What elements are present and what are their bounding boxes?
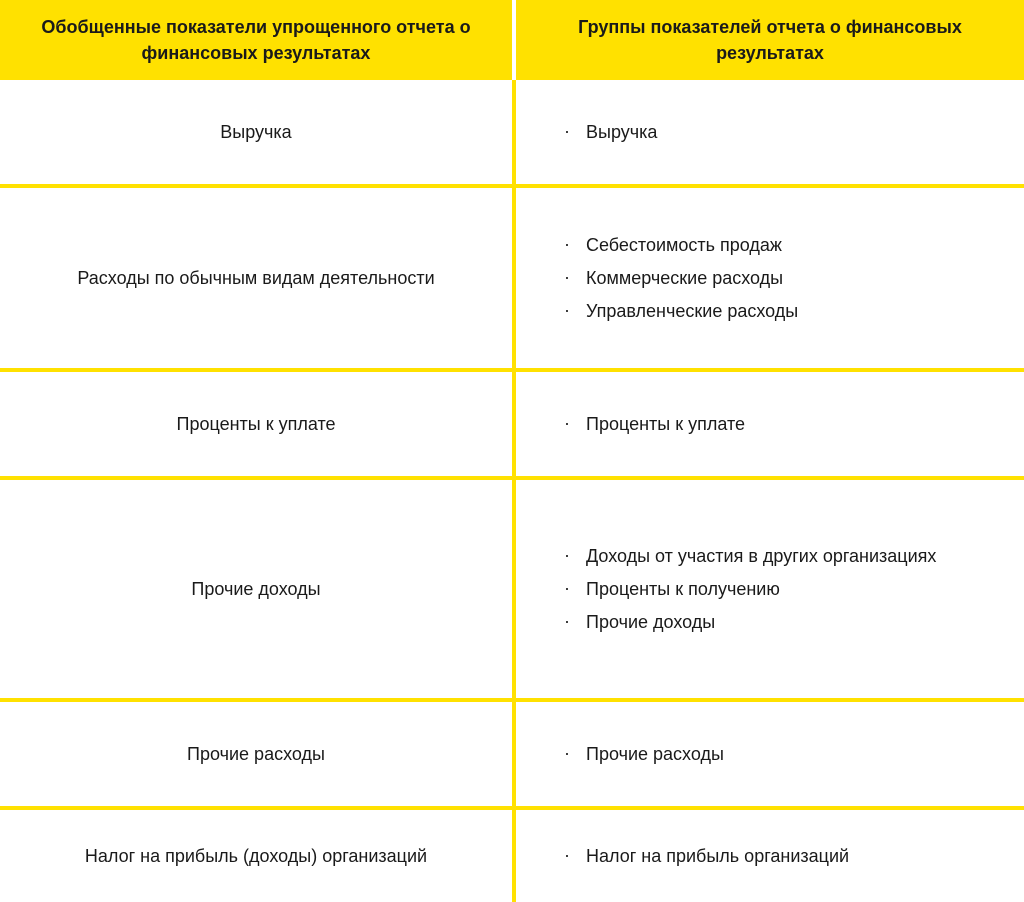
row-items-other-income — [514, 478, 1024, 700]
column-header-simplified-indicators: Обобщенные показатели упрощенного отчета о финансовых результатах — [0, 0, 514, 80]
table-row — [0, 186, 1024, 370]
row-label-revenue: Выручка — [0, 80, 514, 186]
list-item-label: Налог на прибыль организаций — [586, 845, 850, 866]
row-label-profit-tax: Налог на прибыль (доходы) организаций — [0, 808, 514, 902]
item-list — [562, 543, 1006, 636]
list-item-label: Прочие доходы — [586, 611, 716, 632]
row-label-ordinary-expenses: Расходы по обычным видам деятельности — [0, 186, 514, 370]
table-row — [0, 700, 1024, 808]
item-list — [562, 232, 1006, 325]
table-row — [0, 80, 1024, 186]
bullet-icon: · — [564, 742, 570, 763]
bullet-icon: · — [564, 412, 570, 433]
list-item-label: Проценты к получению — [586, 578, 780, 599]
list-item — [562, 609, 1006, 636]
row-label-other-expenses: Прочие расходы — [0, 700, 514, 808]
list-item-label: Себестоимость продаж — [586, 234, 782, 255]
list-item — [562, 843, 1006, 870]
row-label-other-income: Прочие доходы — [0, 478, 514, 700]
list-item — [562, 411, 1006, 438]
list-item — [562, 119, 1006, 146]
row-items-ordinary-expenses — [514, 186, 1024, 370]
row-label-interest-payable: Проценты к уплате — [0, 370, 514, 478]
list-item-label: Коммерческие расходы — [586, 267, 784, 288]
list-item — [562, 576, 1006, 603]
column-header-indicator-groups: Группы показателей отчета о финансовых результатах — [514, 0, 1024, 80]
list-item-label: Прочие расходы — [586, 743, 724, 764]
bullet-icon: · — [564, 844, 570, 865]
list-item — [562, 265, 1006, 292]
table-row — [0, 808, 1024, 902]
list-item-label: Проценты к уплате — [586, 413, 745, 434]
bullet-icon: · — [564, 299, 570, 320]
item-list — [562, 411, 1006, 438]
list-item — [562, 741, 1006, 768]
bullet-icon: · — [564, 577, 570, 598]
item-list — [562, 741, 1006, 768]
table-row — [0, 370, 1024, 478]
list-item-label: Выручка — [586, 121, 658, 142]
list-item-label: Доходы от участия в других организациях — [586, 545, 937, 566]
table-header-row — [0, 0, 1024, 80]
bullet-icon: · — [564, 544, 570, 565]
row-items-interest-payable — [514, 370, 1024, 478]
list-item-label: Управленческие расходы — [586, 300, 799, 321]
item-list — [562, 119, 1006, 146]
bullet-icon: · — [564, 233, 570, 254]
item-list — [562, 843, 1006, 870]
bullet-icon: · — [564, 266, 570, 287]
row-items-revenue — [514, 80, 1024, 186]
bullet-icon: · — [564, 120, 570, 141]
row-items-other-expenses — [514, 700, 1024, 808]
list-item — [562, 543, 1006, 570]
row-items-profit-tax — [514, 808, 1024, 902]
list-item — [562, 298, 1006, 325]
table-row — [0, 478, 1024, 700]
list-item — [562, 232, 1006, 259]
bullet-icon: · — [564, 610, 570, 631]
